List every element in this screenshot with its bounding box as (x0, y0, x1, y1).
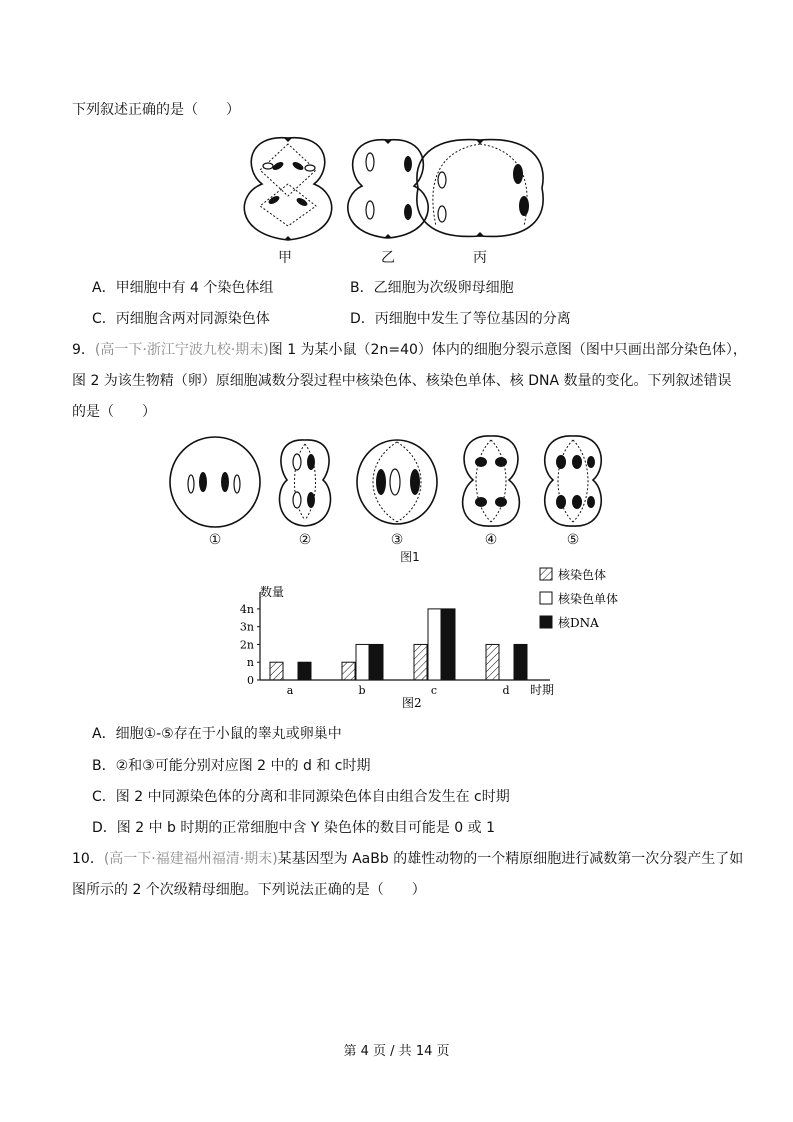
fig1-label-4: ④ (484, 532, 498, 548)
cell-label-bing: 丙 (473, 250, 487, 266)
page-footer: 第 4 页 / 共 14 页 (343, 1044, 450, 1059)
legend-swatch-核染色体 (540, 568, 552, 580)
chart-ylabel: 数量 (260, 585, 285, 599)
bar-核染色体-b (342, 662, 355, 680)
cell-bing-outline (417, 140, 543, 237)
y-tick-label: 0 (247, 674, 254, 687)
fig1-cell-5 (545, 436, 602, 526)
q9-option-a: A．细胞①-⑤存在于小鼠的睾丸或卵巢中 (92, 726, 342, 742)
legend-label: 核染色单体 (558, 592, 619, 606)
fig2-bar-chart (230, 560, 650, 710)
bar-核染色体-a (270, 662, 283, 680)
fig1-cell-2 (280, 440, 331, 526)
legend-swatch-核DNA (540, 616, 552, 628)
q9-option-b: B．②和③可能分别对应图 2 中的 d 和 c时期 (92, 758, 371, 774)
q8-option-a: A．甲细胞中有 4 个染色体组 (92, 280, 274, 296)
q10-line1 (72, 849, 743, 869)
q8-option-c: C．丙细胞含两对同源染色体 (92, 311, 270, 327)
cell-yi-outline (348, 140, 428, 238)
chart-legend (540, 567, 618, 630)
q10-source: (高一下·福建福州福清·期末) (103, 851, 278, 867)
x-tick-label: b (358, 684, 366, 697)
bar-核染色单体-c (428, 609, 441, 680)
q9-text-1: 图 1 为某小鼠（2n=40）体内的细胞分裂示意图（图中只画出部分染色体）， (268, 342, 747, 358)
bar-核染色体-d (486, 644, 499, 680)
fig1-label-1: ① (208, 532, 222, 548)
q8-option-d: D．丙细胞中发生了等位基因的分离 (350, 311, 571, 327)
cell-jia-outline (244, 138, 331, 240)
fig1-label-5: ⑤ (566, 532, 580, 548)
q9-line1 (72, 340, 747, 360)
q9-line3: 的是（ ） (72, 404, 156, 420)
bar-核染色单体-b (356, 644, 369, 680)
legend-label: 核染色体 (558, 568, 607, 582)
legend-label: 核DNA (558, 616, 599, 630)
bar-核DNA-c (442, 609, 455, 680)
cell-label-jia: 甲 (278, 250, 292, 266)
bar-核染色体-c (414, 644, 427, 680)
bar-核DNA-a (298, 662, 311, 680)
x-tick-label: a (286, 684, 294, 697)
y-tick-label: 4n (239, 602, 254, 616)
x-tick-label: c (430, 684, 438, 697)
fig1-cells (165, 432, 615, 532)
x-tick-label: d (502, 684, 510, 697)
chart-xlabel: 时期 (530, 683, 555, 697)
y-tick-label: 2n (239, 638, 254, 652)
q9-option-d: D．图 2 中 b 时期的正常细胞中含 Y 染色体的数目可能是 0 或 1 (92, 820, 495, 836)
chart-bars (270, 609, 527, 680)
chart-axes (240, 592, 550, 697)
y-tick-label: n (246, 656, 254, 670)
bar-核DNA-b (370, 644, 383, 680)
q9-line2: 图 2 为该生物精（卵）原细胞减数分裂过程中核染色体、核染色单体、核 DNA 数量的变化。下列叙述错误 (72, 373, 732, 389)
fig1-cell-1 (170, 437, 260, 527)
fig1-caption: 图1 (400, 550, 420, 564)
legend-swatch-核染色单体 (540, 592, 552, 604)
q9-source: (高一下·浙江宁波九校·期末) (94, 342, 269, 358)
q10-number: 10． (72, 851, 104, 867)
fig1-cell-4 (463, 436, 520, 526)
chart-caption: 图2 (402, 696, 422, 710)
cell-label-yi: 乙 (381, 250, 395, 266)
bar-核DNA-d (514, 644, 527, 680)
q8-stem-tail: 下列叙述正确的是（ ） (72, 102, 240, 118)
q8-option-b: B．乙细胞为次级卵母细胞 (350, 280, 514, 296)
fig1-label-2: ② (298, 532, 312, 548)
q10-text-1: 某基因型为 AaBb 的雄性动物的一个精原细胞进行减数第一次分裂产生了如 (277, 851, 744, 867)
y-tick-label: 3n (239, 620, 254, 634)
q9-option-c: C．图 2 中同源染色体的分离和非同源染色体自由组合发生在 c时期 (92, 789, 510, 805)
q9-number: 9． (72, 342, 95, 358)
q10-line2: 图所示的 2 个次级精母细胞。下列说法正确的是（ ） (72, 882, 426, 898)
fig1-label-3: ③ (390, 532, 404, 548)
